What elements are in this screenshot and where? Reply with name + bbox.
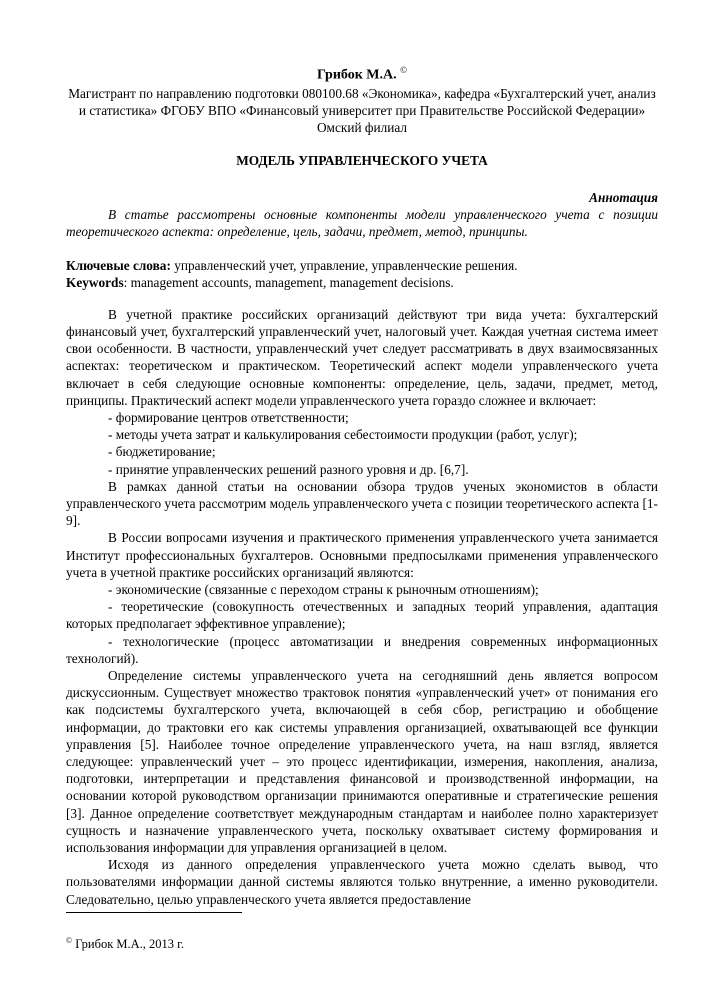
paragraph-2: В рамках данной статьи на основании обзора трудов ученых экономистов в области управленческого учета рассмотрим модель управленческого учета с позиции теоретического аспекта [1-9]. — [66, 478, 658, 529]
paragraph-1: В учетной практике российских организаций действуют три вида учета: бухгалтерский финансовый учет, бухгалтерский управленческий учет, налоговый учет. Каждая учетная система имеет свои особенности. В частности, управленческий учет следует рассматривать в двух взаимосвязанных аспектах: теоретическом и практическом. Теоретический аспект модели управленческого учета включает в себя следующие основные компоненты: определение, цель, задачи, предмет, метод, принципы. Практический аспект модели управленческого учета гораздо сложнее и включает: — [66, 306, 658, 408]
keywords-ru-label: Ключевые слова: — [66, 258, 171, 274]
keywords-ru — [66, 257, 658, 274]
paragraph-3: В России вопросами изучения и практического применения управленческого учета занимается Институт профессиональных бухгалтеров. Основными предпосылками применения управленческого учета в учетной практике российских организаций являются: — [66, 530, 658, 580]
paragraph-6: - технологические (процесс автоматизации и внедрения современных информационных технологий). — [66, 633, 658, 666]
list-item: - принятие управленческих решений разного уровня и др. [6,7]. — [108, 461, 469, 477]
author-name: Грибок М.А. — [317, 67, 397, 83]
author-line — [66, 62, 658, 84]
paragraph-4: - экономические (связанные с переходом страны к рыночным отношениям); — [108, 581, 539, 597]
paragraph-8: Исходя из данного определения управленческого учета можно сделать вывод, что пользователями информации данной системы являются только внутренние, а именно руководители. Следовательно, целью управленческого учета является предоставление — [66, 857, 658, 907]
abstract-text: В статье рассмотрены основные компоненты модели управленческого учета с позиции теоретического аспекта: определение, цель, задачи, предмет, метод, принципы. — [66, 206, 658, 240]
list-item: - формирование центров ответственности; — [108, 409, 349, 425]
author-affiliation: Магистрант по направлению подготовки 080100.68 «Экономика», кафедра «Бухгалтерский учет, анализ и статистика» ФГОБУ ВПО «Финансовый университет при Правительстве Российской Федерации» Омский филиал — [68, 85, 656, 136]
footnote-text: Грибок М.А., 2013 г. — [72, 937, 184, 952]
footnote — [66, 936, 184, 952]
keywords-en — [66, 274, 658, 291]
paragraph-7: Определение системы управленческого учета на сегодняшний день является вопросом дискуссионным. Существует множество трактовок понятия «управленческий учет» от понимания его как подсистемы бухгалтерского учета, включающей в себя сбор, регистрацию и обобщение информации, до трактовки его как системы управления организацией, охватывающей все функции управления [5]. Наиболее точное определение управленческого учета, на наш взгляд, является следующее: управленческий учет – это процесс идентификации, измерения, накопления, анализа, подготовки, интерпретации и представления финансовой и производственной информации, на основании которой руководством организации принимаются оперативные и стратегические решения [3]. Данное определение соответствует международным стандартам и наиболее полно характеризует сущность и назначение управленческого учета, поскольку охватывает систему формирования и использования информации для управления организацией в целом. — [66, 667, 658, 855]
keywords-en-label: Keywords — [66, 275, 124, 291]
footnote-divider — [66, 912, 242, 913]
article-body — [66, 306, 658, 908]
article-title: МОДЕЛЬ УПРАВЛЕНЧЕСКОГО УЧЕТА — [236, 153, 488, 169]
abstract-label: Аннотация — [589, 189, 658, 205]
list-item: - бюджетирование; — [108, 444, 216, 460]
keywords-en-text: : management accounts, management, management decisions. — [123, 275, 454, 291]
article-page — [66, 62, 658, 908]
copyright-mark: © — [400, 65, 407, 75]
paragraph-5: - теоретические (совокупность отечественных и западных теорий управления, адаптация которых предполагает эффективное управление); — [66, 599, 658, 632]
keywords-ru-text: управленческий учет, управление, управленческие решения. — [170, 258, 518, 274]
list-item: - методы учета затрат и калькулирования себестоимости продукции (работ, услуг); — [108, 427, 578, 443]
footnote-mark: © — [66, 936, 73, 945]
